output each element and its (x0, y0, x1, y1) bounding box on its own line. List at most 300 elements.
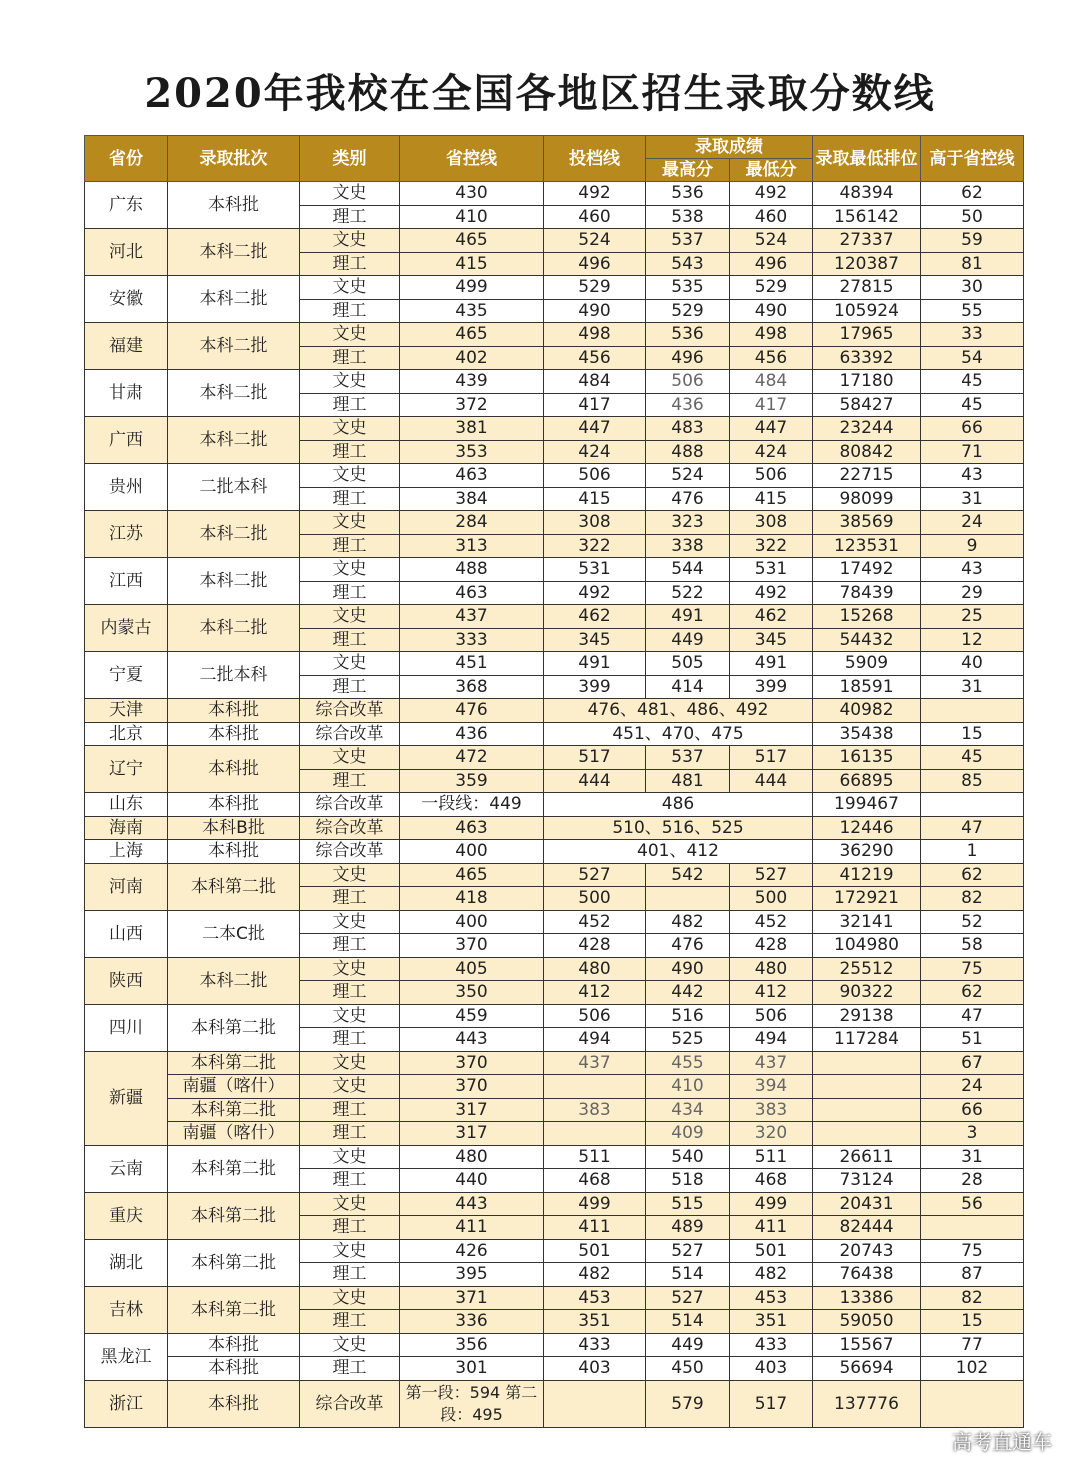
cell-control-line: 451 (400, 652, 544, 676)
cell-batch: 本科批 (168, 840, 300, 864)
cell-control-line: 488 (400, 558, 544, 582)
cell-min-rank: 123531 (813, 534, 921, 558)
cell-control-line: 395 (400, 1263, 544, 1287)
cell-min-score: 345 (730, 628, 813, 652)
cell-min-score: 496 (730, 252, 813, 276)
cell-province: 海南 (85, 816, 168, 840)
cell-above-control: 28 (921, 1169, 1024, 1193)
cell-control-line: 439 (400, 370, 544, 394)
cell-category: 文史 (300, 652, 400, 676)
cell-above-control: 45 (921, 393, 1024, 417)
cell-min-rank: 27815 (813, 276, 921, 300)
table-row (85, 1239, 1024, 1263)
cell-category: 文史 (300, 1051, 400, 1075)
cell-submission-line: 501 (544, 1239, 646, 1263)
cell-above-control: 67 (921, 1051, 1024, 1075)
cell-min-rank: 199467 (813, 793, 921, 817)
cell-above-control: 66 (921, 1098, 1024, 1122)
cell-max-score: 514 (646, 1310, 730, 1334)
table-row (85, 863, 1024, 887)
cell-category: 理工 (300, 1310, 400, 1334)
cell-above-control: 85 (921, 769, 1024, 793)
cell-batch: 本科二批 (168, 558, 300, 605)
cell-merged-scores: 486 (544, 793, 813, 817)
cell-max-score: 527 (646, 1286, 730, 1310)
cell-max-score: 476 (646, 934, 730, 958)
cell-batch: 本科二批 (168, 417, 300, 464)
cell-category: 理工 (300, 487, 400, 511)
table-row (85, 182, 1024, 206)
table-row (85, 1004, 1024, 1028)
table-row (85, 1145, 1024, 1169)
cell-province: 河北 (85, 229, 168, 276)
cell-min-rank: 117284 (813, 1028, 921, 1052)
cell-min-rank: 90322 (813, 981, 921, 1005)
cell-batch: 二本C批 (168, 910, 300, 957)
cell-category: 文史 (300, 746, 400, 770)
cell-min-score: 500 (730, 887, 813, 911)
cell-min-score: 498 (730, 323, 813, 347)
cell-above-control: 25 (921, 605, 1024, 629)
table-row (85, 1192, 1024, 1216)
cell-max-score: 455 (646, 1051, 730, 1075)
cell-max-score: 482 (646, 910, 730, 934)
header-above-control: 高于省控线 (921, 136, 1024, 182)
cell-above-control: 102 (921, 1357, 1024, 1381)
cell-merged-scores: 401、412 (544, 840, 813, 864)
cell-max-score: 535 (646, 276, 730, 300)
cell-max-score: 410 (646, 1075, 730, 1099)
table-row (85, 816, 1024, 840)
cell-province: 甘肃 (85, 370, 168, 417)
cell-submission-line (544, 1122, 646, 1146)
cell-min-score: 468 (730, 1169, 813, 1193)
cell-max-score: 483 (646, 417, 730, 441)
cell-province: 山西 (85, 910, 168, 957)
cell-max-score: 524 (646, 464, 730, 488)
cell-batch: 本科第二批 (168, 1192, 300, 1239)
cell-min-rank: 35438 (813, 722, 921, 746)
cell-submission-line: 428 (544, 934, 646, 958)
cell-category: 理工 (300, 769, 400, 793)
cell-batch: 本科二批 (168, 323, 300, 370)
cell-control-line: 459 (400, 1004, 544, 1028)
table-row (85, 957, 1024, 981)
cell-max-score: 544 (646, 558, 730, 582)
cell-max-score: 491 (646, 605, 730, 629)
cell-submission-line: 468 (544, 1169, 646, 1193)
cell-category: 理工 (300, 534, 400, 558)
cell-submission-line: 498 (544, 323, 646, 347)
cell-min-score: 480 (730, 957, 813, 981)
cell-submission-line: 524 (544, 229, 646, 253)
cell-min-rank: 36290 (813, 840, 921, 864)
cell-control-line: 411 (400, 1216, 544, 1240)
cell-province: 天津 (85, 699, 168, 723)
cell-above-control: 40 (921, 652, 1024, 676)
cell-control-line: 384 (400, 487, 544, 511)
cell-batch: 本科批 (168, 1333, 300, 1357)
cell-max-score: 516 (646, 1004, 730, 1028)
page-title: 2020年我校在全国各地区招生录取分数线 (144, 70, 936, 117)
cell-min-score: 490 (730, 299, 813, 323)
cell-above-control: 51 (921, 1028, 1024, 1052)
cell-province: 内蒙古 (85, 605, 168, 652)
cell-max-score: 529 (646, 299, 730, 323)
cell-province: 安徽 (85, 276, 168, 323)
cell-min-rank: 40982 (813, 699, 921, 723)
cell-submission-line: 482 (544, 1263, 646, 1287)
cell-max-score: 505 (646, 652, 730, 676)
cell-min-score: 456 (730, 346, 813, 370)
cell-control-line: 400 (400, 840, 544, 864)
cell-control-line: 472 (400, 746, 544, 770)
cell-batch: 本科二批 (168, 370, 300, 417)
cell-min-score: 491 (730, 652, 813, 676)
cell-min-score: 351 (730, 1310, 813, 1334)
cell-submission-line: 496 (544, 252, 646, 276)
cell-batch: 本科批 (168, 746, 300, 793)
cell-province: 辽宁 (85, 746, 168, 793)
cell-submission-line: 484 (544, 370, 646, 394)
cell-control-line: 317 (400, 1122, 544, 1146)
cell-above-control: 43 (921, 558, 1024, 582)
cell-control-line: 284 (400, 511, 544, 535)
cell-submission-line: 444 (544, 769, 646, 793)
table-row (85, 722, 1024, 746)
cell-batch: 二批本科 (168, 652, 300, 699)
cell-max-score: 434 (646, 1098, 730, 1122)
cell-batch: 本科二批 (168, 511, 300, 558)
cell-province: 重庆 (85, 1192, 168, 1239)
cell-submission-line: 415 (544, 487, 646, 511)
cell-min-rank: 48394 (813, 182, 921, 206)
cell-min-score: 517 (730, 1380, 813, 1427)
cell-min-rank: 17965 (813, 323, 921, 347)
cell-category: 理工 (300, 252, 400, 276)
cell-above-control (921, 1216, 1024, 1240)
cell-category: 文史 (300, 417, 400, 441)
cell-min-score: 453 (730, 1286, 813, 1310)
cell-submission-line: 506 (544, 464, 646, 488)
cell-min-score: 462 (730, 605, 813, 629)
table-row (85, 417, 1024, 441)
cell-min-rank: 78439 (813, 581, 921, 605)
cell-batch: 本科第二批 (168, 1239, 300, 1286)
cell-above-control: 62 (921, 182, 1024, 206)
cell-control-line: 430 (400, 182, 544, 206)
cell-category: 文史 (300, 1004, 400, 1028)
cell-control-line: 476 (400, 699, 544, 723)
cell-category: 综合改革 (300, 816, 400, 840)
cell-max-score: 542 (646, 863, 730, 887)
cell-above-control: 75 (921, 957, 1024, 981)
cell-control-line: 415 (400, 252, 544, 276)
cell-min-rank: 56694 (813, 1357, 921, 1381)
cell-above-control (921, 1380, 1024, 1427)
cell-batch: 本科第二批 (168, 1098, 300, 1122)
cell-above-control: 31 (921, 1145, 1024, 1169)
cell-control-line: 436 (400, 722, 544, 746)
cell-control-line: 499 (400, 276, 544, 300)
cell-min-score: 394 (730, 1075, 813, 1099)
cell-control-line: 368 (400, 675, 544, 699)
cell-submission-line: 424 (544, 440, 646, 464)
cell-control-line: 480 (400, 1145, 544, 1169)
cell-province: 江西 (85, 558, 168, 605)
cell-min-score: 527 (730, 863, 813, 887)
cell-above-control: 56 (921, 1192, 1024, 1216)
cell-category: 综合改革 (300, 722, 400, 746)
cell-control-line: 370 (400, 934, 544, 958)
cell-above-control: 30 (921, 276, 1024, 300)
table-row (85, 746, 1024, 770)
cell-max-score: 537 (646, 229, 730, 253)
header-max-score: 最高分 (646, 159, 730, 182)
cell-control-line: 370 (400, 1051, 544, 1075)
table-row (85, 1122, 1024, 1146)
cell-batch: 本科二批 (168, 229, 300, 276)
cell-above-control: 66 (921, 417, 1024, 441)
cell-province: 广西 (85, 417, 168, 464)
cell-max-score: 476 (646, 487, 730, 511)
cell-max-score: 514 (646, 1263, 730, 1287)
cell-min-rank: 172921 (813, 887, 921, 911)
cell-min-rank: 20743 (813, 1239, 921, 1263)
cell-batch: 本科批 (168, 793, 300, 817)
cell-control-line: 371 (400, 1286, 544, 1310)
header-min-score: 最低分 (730, 159, 813, 182)
cell-min-rank: 17492 (813, 558, 921, 582)
cell-batch: 本科批 (168, 1357, 300, 1381)
cell-province: 河南 (85, 863, 168, 910)
cell-max-score: 537 (646, 746, 730, 770)
cell-submission-line: 460 (544, 205, 646, 229)
cell-above-control: 82 (921, 887, 1024, 911)
cell-category: 文史 (300, 957, 400, 981)
cell-batch: 本科第二批 (168, 1286, 300, 1333)
table-row (85, 1075, 1024, 1099)
cell-control-line: 一段线：449 (400, 793, 544, 817)
cell-submission-line: 456 (544, 346, 646, 370)
cell-control-line: 465 (400, 323, 544, 347)
cell-province: 湖北 (85, 1239, 168, 1286)
cell-min-score: 417 (730, 393, 813, 417)
cell-submission-line: 517 (544, 746, 646, 770)
header-submission-line: 投档线 (544, 136, 646, 182)
table-row (85, 558, 1024, 582)
cell-min-score: 412 (730, 981, 813, 1005)
cell-province: 陕西 (85, 957, 168, 1004)
cell-min-rank: 38569 (813, 511, 921, 535)
cell-submission-line: 403 (544, 1357, 646, 1381)
cell-max-score (646, 887, 730, 911)
cell-category: 理工 (300, 628, 400, 652)
cell-min-rank: 26611 (813, 1145, 921, 1169)
cell-province: 吉林 (85, 1286, 168, 1333)
cell-above-control: 58 (921, 934, 1024, 958)
cell-above-control: 62 (921, 981, 1024, 1005)
cell-min-rank: 22715 (813, 464, 921, 488)
cell-batch: 本科第二批 (168, 1004, 300, 1051)
table-row (85, 840, 1024, 864)
cell-category: 理工 (300, 1122, 400, 1146)
cell-batch: 本科二批 (168, 605, 300, 652)
cell-control-line: 336 (400, 1310, 544, 1334)
cell-batch: 二批本科 (168, 464, 300, 511)
cell-category: 文史 (300, 558, 400, 582)
cell-merged-scores: 476、481、486、492 (544, 699, 813, 723)
cell-control-line: 第一段：594 第二段：495 (400, 1380, 544, 1427)
cell-control-line: 465 (400, 863, 544, 887)
cell-submission-line: 345 (544, 628, 646, 652)
cell-min-score: 482 (730, 1263, 813, 1287)
cell-category: 文史 (300, 464, 400, 488)
cell-control-line: 418 (400, 887, 544, 911)
cell-province: 宁夏 (85, 652, 168, 699)
table-row (85, 276, 1024, 300)
cell-above-control: 47 (921, 1004, 1024, 1028)
cell-min-score: 529 (730, 276, 813, 300)
header-scores-group: 录取成绩 (646, 136, 813, 159)
cell-control-line: 356 (400, 1333, 544, 1357)
admission-scores-table (84, 135, 1024, 1428)
cell-min-rank: 105924 (813, 299, 921, 323)
cell-min-rank: 18591 (813, 675, 921, 699)
cell-category: 文史 (300, 370, 400, 394)
cell-category: 文史 (300, 1286, 400, 1310)
cell-above-control: 71 (921, 440, 1024, 464)
cell-min-score: 444 (730, 769, 813, 793)
cell-min-rank: 104980 (813, 934, 921, 958)
cell-min-score: 506 (730, 464, 813, 488)
table-row (85, 511, 1024, 535)
cell-submission-line: 383 (544, 1098, 646, 1122)
cell-category: 文史 (300, 910, 400, 934)
cell-min-score: 433 (730, 1333, 813, 1357)
cell-max-score: 525 (646, 1028, 730, 1052)
cell-min-rank: 80842 (813, 440, 921, 464)
cell-min-score: 494 (730, 1028, 813, 1052)
cell-above-control: 1 (921, 840, 1024, 864)
table-row (85, 652, 1024, 676)
cell-min-rank: 17180 (813, 370, 921, 394)
table-row (85, 1098, 1024, 1122)
cell-province: 广东 (85, 182, 168, 229)
cell-category: 综合改革 (300, 793, 400, 817)
cell-above-control: 54 (921, 346, 1024, 370)
cell-category: 理工 (300, 581, 400, 605)
cell-above-control: 9 (921, 534, 1024, 558)
cell-max-score: 518 (646, 1169, 730, 1193)
cell-min-score: 308 (730, 511, 813, 535)
cell-category: 文史 (300, 863, 400, 887)
cell-batch: 本科批 (168, 699, 300, 723)
cell-max-score: 522 (646, 581, 730, 605)
cell-submission-line: 492 (544, 581, 646, 605)
cell-category: 理工 (300, 1263, 400, 1287)
cell-province: 福建 (85, 323, 168, 370)
cell-control-line: 410 (400, 205, 544, 229)
cell-min-score: 484 (730, 370, 813, 394)
cell-min-score: 320 (730, 1122, 813, 1146)
cell-above-control: 31 (921, 675, 1024, 699)
cell-above-control: 12 (921, 628, 1024, 652)
cell-min-rank: 120387 (813, 252, 921, 276)
cell-control-line: 381 (400, 417, 544, 441)
table-row (85, 1357, 1024, 1381)
cell-batch: 本科批 (168, 182, 300, 229)
cell-max-score: 490 (646, 957, 730, 981)
cell-submission-line: 412 (544, 981, 646, 1005)
cell-min-rank: 73124 (813, 1169, 921, 1193)
cell-min-score: 415 (730, 487, 813, 511)
cell-submission-line: 529 (544, 276, 646, 300)
cell-min-score: 531 (730, 558, 813, 582)
cell-submission-line: 480 (544, 957, 646, 981)
cell-control-line: 402 (400, 346, 544, 370)
table-row (85, 1380, 1024, 1427)
cell-category: 综合改革 (300, 840, 400, 864)
cell-min-rank: 98099 (813, 487, 921, 511)
cell-province: 北京 (85, 722, 168, 746)
cell-min-rank: 66895 (813, 769, 921, 793)
cell-category: 综合改革 (300, 699, 400, 723)
header-min-rank: 录取最低排位 (813, 136, 921, 182)
cell-control-line: 370 (400, 1075, 544, 1099)
cell-province: 贵州 (85, 464, 168, 511)
cell-category: 文史 (300, 605, 400, 629)
table-row (85, 605, 1024, 629)
cell-max-score: 489 (646, 1216, 730, 1240)
cell-category: 文史 (300, 1192, 400, 1216)
cell-batch: 本科第二批 (168, 863, 300, 910)
cell-submission-line: 527 (544, 863, 646, 887)
cell-min-score: 447 (730, 417, 813, 441)
cell-min-score: 460 (730, 205, 813, 229)
cell-category: 综合改革 (300, 1380, 400, 1427)
table-row (85, 464, 1024, 488)
header-control-line: 省控线 (400, 136, 544, 182)
cell-min-rank: 137776 (813, 1380, 921, 1427)
cell-max-score: 540 (646, 1145, 730, 1169)
cell-control-line: 465 (400, 229, 544, 253)
cell-max-score: 450 (646, 1357, 730, 1381)
table-row (85, 1333, 1024, 1357)
cell-control-line: 463 (400, 581, 544, 605)
cell-batch: 本科批 (168, 722, 300, 746)
cell-max-score: 538 (646, 205, 730, 229)
cell-province: 黑龙江 (85, 1333, 168, 1380)
table-row (85, 323, 1024, 347)
cell-control-line: 372 (400, 393, 544, 417)
cell-min-rank: 82444 (813, 1216, 921, 1240)
cell-max-score: 527 (646, 1239, 730, 1263)
cell-min-rank: 76438 (813, 1263, 921, 1287)
cell-min-score: 511 (730, 1145, 813, 1169)
cell-above-control: 33 (921, 323, 1024, 347)
cell-submission-line: 411 (544, 1216, 646, 1240)
cell-min-score: 383 (730, 1098, 813, 1122)
cell-batch: 本科第二批 (168, 1051, 300, 1075)
cell-min-rank: 12446 (813, 816, 921, 840)
cell-min-rank: 15567 (813, 1333, 921, 1357)
header-province: 省份 (85, 136, 168, 182)
cell-category: 理工 (300, 299, 400, 323)
cell-submission-line: 433 (544, 1333, 646, 1357)
cell-category: 文史 (300, 1333, 400, 1357)
cell-min-rank: 15268 (813, 605, 921, 629)
